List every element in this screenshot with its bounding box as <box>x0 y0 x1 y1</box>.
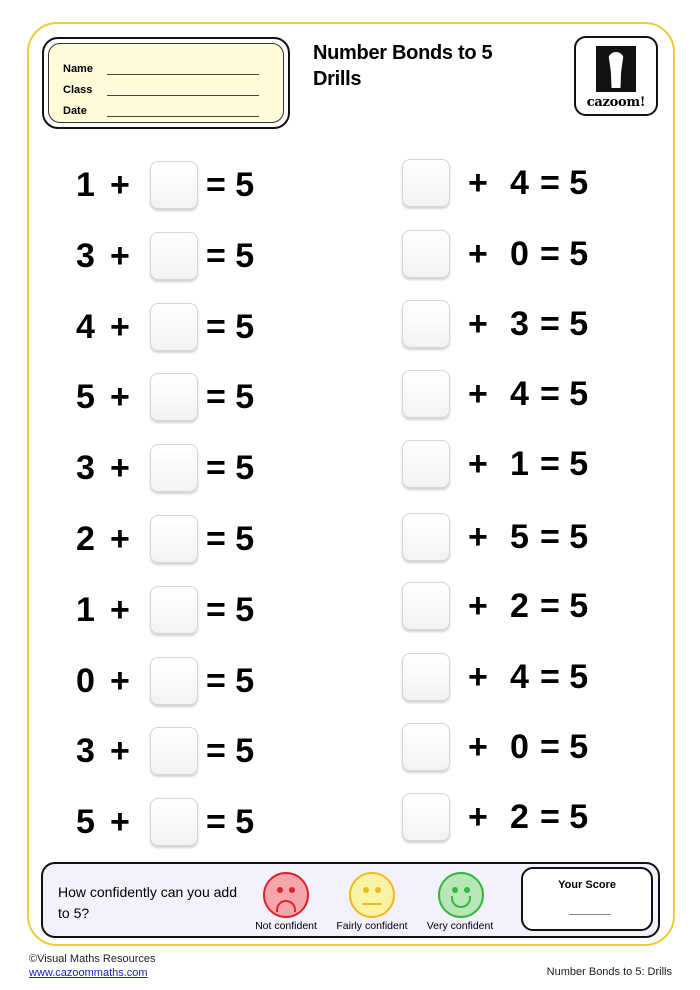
addend: 0 <box>510 234 529 273</box>
answer-box[interactable] <box>402 370 450 418</box>
problem-left-10 <box>76 797 254 847</box>
plus-sign: + <box>468 727 488 766</box>
plus-sign: + <box>468 374 488 413</box>
equals-result: = 5 <box>540 444 589 483</box>
answer-box[interactable] <box>150 515 198 563</box>
answer-box[interactable] <box>402 653 450 701</box>
equals-result: = 5 <box>206 377 255 416</box>
addend: 3 <box>76 448 95 487</box>
equals-result: = 5 <box>206 731 255 770</box>
addend: 1 <box>76 590 95 629</box>
equals-result: = 5 <box>206 802 255 841</box>
answer-box[interactable] <box>150 444 198 492</box>
plus-sign: + <box>110 661 130 700</box>
answer-box[interactable] <box>150 303 198 351</box>
footer-left <box>29 952 156 980</box>
name-label: Name <box>63 63 93 75</box>
addend: 4 <box>510 374 529 413</box>
equals-result: = 5 <box>540 304 589 343</box>
addend: 1 <box>510 444 529 483</box>
score-label: Your Score <box>558 879 616 891</box>
problem-left-1 <box>76 160 254 210</box>
logo-text: cazoom! <box>586 95 646 110</box>
addend: 2 <box>510 797 529 836</box>
answer-box[interactable] <box>402 159 450 207</box>
problem-right-5 <box>402 439 588 489</box>
problem-left-3 <box>76 302 254 352</box>
score-box[interactable] <box>521 867 653 931</box>
plus-sign: + <box>468 797 488 836</box>
answer-box[interactable] <box>150 727 198 775</box>
plus-sign: + <box>110 731 130 770</box>
plus-sign: + <box>468 517 488 556</box>
equals-result: = 5 <box>540 727 589 766</box>
answer-box[interactable] <box>402 582 450 630</box>
equals-result: = 5 <box>540 517 589 556</box>
plus-sign: + <box>110 236 130 275</box>
problem-right-10 <box>402 792 588 842</box>
not-confident-label: Not confident <box>255 920 317 932</box>
answer-box[interactable] <box>150 657 198 705</box>
problem-right-6 <box>402 512 588 562</box>
equals-result: = 5 <box>540 234 589 273</box>
answer-box[interactable] <box>150 373 198 421</box>
addend: 3 <box>76 731 95 770</box>
addend: 0 <box>510 727 529 766</box>
copyright-text: ©Visual Maths Resources <box>29 953 156 965</box>
answer-box[interactable] <box>402 513 450 561</box>
answer-box[interactable] <box>150 586 198 634</box>
equals-result: = 5 <box>206 448 255 487</box>
equals-result: = 5 <box>206 165 255 204</box>
plus-sign: + <box>110 448 130 487</box>
date-label: Date <box>63 105 87 117</box>
problem-right-9 <box>402 722 588 772</box>
equals-result: = 5 <box>540 374 589 413</box>
plus-sign: + <box>110 519 130 558</box>
problem-left-9 <box>76 726 254 776</box>
addend: 4 <box>510 163 529 202</box>
addend: 0 <box>76 661 95 700</box>
plus-sign: + <box>110 590 130 629</box>
confidence-question: How confidently can you add to 5? <box>58 884 237 921</box>
addend: 1 <box>76 165 95 204</box>
equals-result: = 5 <box>540 797 589 836</box>
plus-sign: + <box>110 377 130 416</box>
plus-sign: + <box>468 234 488 273</box>
confidence-panel <box>41 862 660 938</box>
equals-result: = 5 <box>206 661 255 700</box>
plus-sign: + <box>468 304 488 343</box>
problem-right-1 <box>402 158 588 208</box>
equals-result: = 5 <box>206 519 255 558</box>
problem-left-6 <box>76 514 254 564</box>
equals-result: = 5 <box>540 586 589 625</box>
answer-box[interactable] <box>402 723 450 771</box>
plus-sign: + <box>468 657 488 696</box>
neutral-face-icon[interactable] <box>349 872 395 918</box>
problem-left-5 <box>76 443 254 493</box>
class-label: Class <box>63 84 93 96</box>
equals-result: = 5 <box>206 307 255 346</box>
problem-right-8 <box>402 652 588 702</box>
addend: 2 <box>510 586 529 625</box>
problem-left-7 <box>76 585 254 635</box>
problem-right-2 <box>402 229 588 279</box>
plus-sign: + <box>110 307 130 346</box>
problem-left-8 <box>76 656 254 706</box>
problem-right-4 <box>402 369 588 419</box>
plus-sign: + <box>468 444 488 483</box>
footer-page-title: Number Bonds to 5: Drills <box>546 966 672 978</box>
plus-sign: + <box>468 586 488 625</box>
equals-result: = 5 <box>540 163 589 202</box>
answer-box[interactable] <box>402 793 450 841</box>
plus-sign: + <box>110 165 130 204</box>
equals-result: = 5 <box>206 590 255 629</box>
website-link[interactable]: www.cazoommaths.com <box>29 967 148 979</box>
addend: 2 <box>76 519 95 558</box>
problem-left-2 <box>76 231 254 281</box>
very-confident-label: Very confident <box>426 920 494 932</box>
problem-right-7 <box>402 581 588 631</box>
sad-face-icon[interactable] <box>263 872 309 918</box>
addend: 5 <box>76 802 95 841</box>
fairly-confident-label: Fairly confident <box>336 920 408 932</box>
equals-result: = 5 <box>206 236 255 275</box>
answer-box[interactable] <box>402 300 450 348</box>
plus-sign: + <box>468 163 488 202</box>
addend: 4 <box>510 657 529 696</box>
answer-box[interactable] <box>150 161 198 209</box>
page-title: Number Bonds to 5 Drills <box>313 42 493 90</box>
score-input-line[interactable] <box>569 914 611 915</box>
problem-left-4 <box>76 372 254 422</box>
problem-right-3 <box>402 299 588 349</box>
addend: 3 <box>76 236 95 275</box>
plus-sign: + <box>110 802 130 841</box>
addend: 4 <box>76 307 95 346</box>
answer-box[interactable] <box>150 232 198 280</box>
equals-result: = 5 <box>540 657 589 696</box>
addend: 3 <box>510 304 529 343</box>
answer-box[interactable] <box>402 440 450 488</box>
answer-box[interactable] <box>150 798 198 846</box>
addend: 5 <box>510 517 529 556</box>
answer-box[interactable] <box>402 230 450 278</box>
happy-face-icon[interactable] <box>438 872 484 918</box>
addend: 5 <box>76 377 95 416</box>
